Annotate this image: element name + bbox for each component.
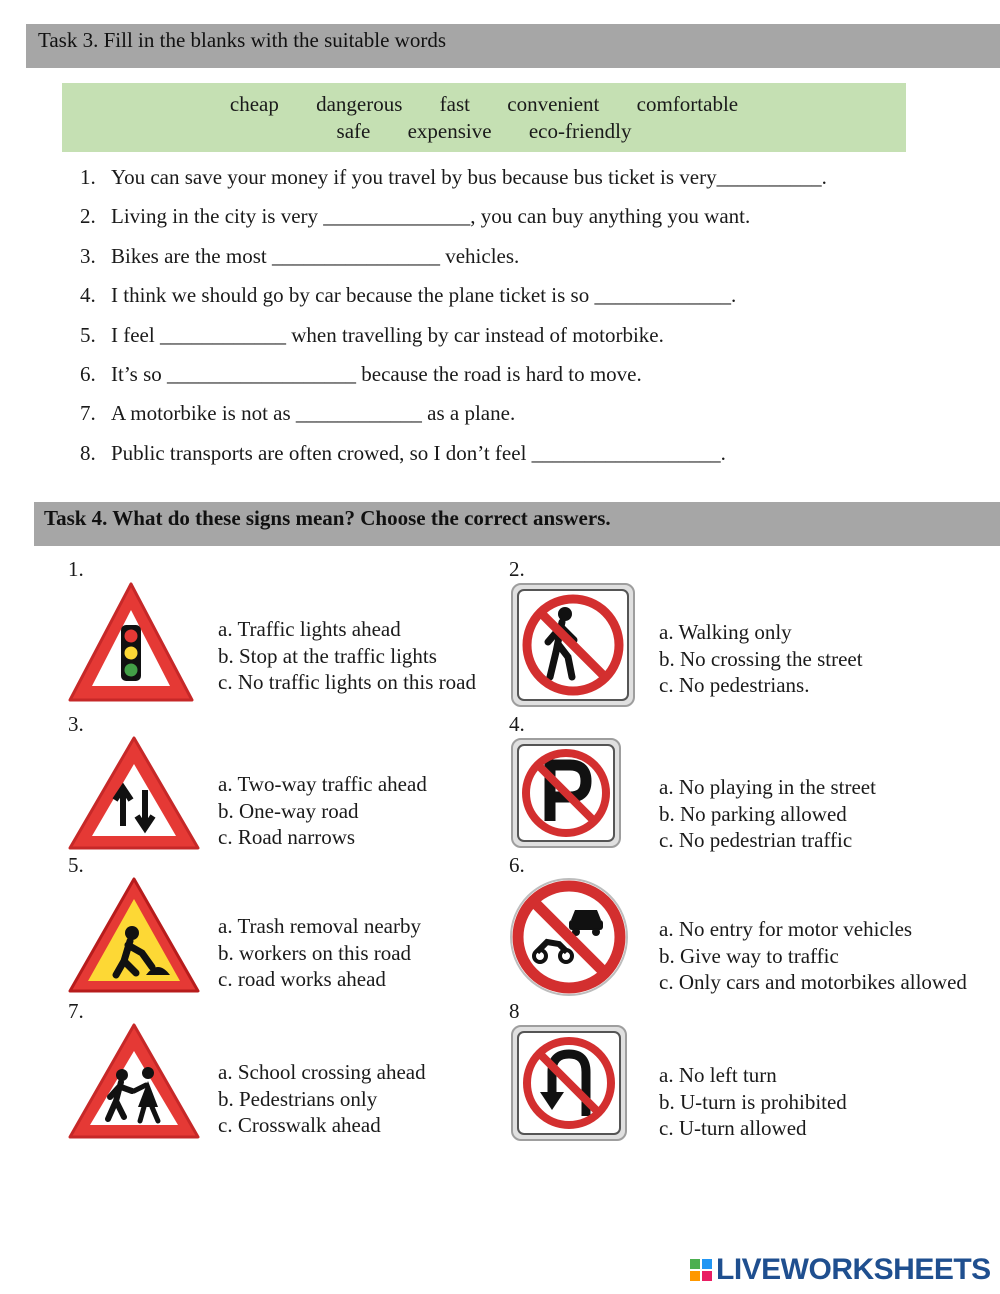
answer-option[interactable]: c. Only cars and motorbikes allowed xyxy=(659,970,967,994)
question-number: 7. xyxy=(80,401,96,426)
sign-number: 5. xyxy=(68,853,84,877)
liveworksheets-logo[interactable] xyxy=(690,1254,991,1286)
answer-option[interactable]: c. Crosswalk ahead xyxy=(218,1113,381,1137)
sign-options xyxy=(218,616,476,696)
answer-option[interactable]: c. No traffic lights on this road xyxy=(218,670,476,694)
answer-option[interactable]: c. U-turn allowed xyxy=(659,1116,807,1140)
question-number: 4. xyxy=(80,283,96,308)
word-bank-item: dangerous xyxy=(316,92,403,116)
no-parking-sign-icon xyxy=(510,737,622,849)
sign-number: 2. xyxy=(509,557,525,581)
answer-option[interactable]: b. Give way to traffic xyxy=(659,943,839,968)
word-bank-row-1 xyxy=(62,91,906,118)
sign-options xyxy=(218,771,427,851)
answer-option[interactable]: a. Walking only xyxy=(659,620,792,644)
question-item xyxy=(80,283,827,322)
sign-options xyxy=(218,913,421,993)
answer-option[interactable]: a. Trash removal nearby xyxy=(218,914,421,938)
question-item xyxy=(80,204,827,243)
question-number: 3. xyxy=(80,243,96,268)
question-item xyxy=(80,165,827,204)
word-bank-item: cheap xyxy=(229,92,279,116)
sign-number: 8 xyxy=(509,999,520,1023)
task3-title: Task 3. Fill in the blanks with the suitable words xyxy=(38,28,446,52)
word-bank-item: eco-friendly xyxy=(528,119,632,143)
answer-option[interactable]: c. road works ahead xyxy=(218,967,386,991)
road-works-sign-icon xyxy=(66,875,202,995)
question-text[interactable]: Public transports are often crowed, so I don’t feel __________________. xyxy=(111,440,726,465)
word-bank-item: comfortable xyxy=(636,92,739,116)
answer-option[interactable]: c. Road narrows xyxy=(218,825,356,849)
question-number: 1. xyxy=(80,165,96,189)
word-bank-item: convenient xyxy=(507,92,600,116)
sign-options xyxy=(218,1059,426,1139)
liveworksheets-mark-icon xyxy=(690,1259,712,1281)
answer-option[interactable]: b. Pedestrians only xyxy=(218,1086,378,1111)
sign-options xyxy=(659,1062,847,1142)
question-text[interactable]: I think we should go by car because the plane ticket is so _____________. xyxy=(111,283,737,308)
answer-option[interactable]: c. No pedestrian traffic xyxy=(659,828,853,852)
sign-options xyxy=(659,774,876,854)
two-way-traffic-sign-icon xyxy=(66,734,202,852)
question-number: 8. xyxy=(80,440,96,465)
sign-number: 7. xyxy=(68,999,84,1023)
question-text[interactable]: Living in the city is very ______________, you can buy anything you want. xyxy=(111,204,751,229)
sign-options xyxy=(659,619,863,699)
sign-options xyxy=(659,916,967,996)
answer-option[interactable]: b. No crossing the street xyxy=(659,646,863,671)
answer-option[interactable]: c. No pedestrians. xyxy=(659,673,810,697)
no-pedestrians-sign-icon xyxy=(510,582,636,708)
word-bank-item: expensive xyxy=(407,119,492,143)
sign-number: 3. xyxy=(68,712,84,736)
question-text[interactable]: You can save your money if you travel by bus because bus ticket is very__________. xyxy=(111,165,827,189)
question-number: 2. xyxy=(80,204,96,229)
school-crossing-sign-icon xyxy=(66,1021,202,1141)
question-item xyxy=(80,244,827,283)
no-motor-vehicles-sign-icon xyxy=(507,876,631,998)
word-bank-item: safe xyxy=(336,119,371,143)
word-bank xyxy=(62,83,906,152)
task4-title: Task 4. What do these signs mean? Choose the correct answers. xyxy=(44,506,611,530)
question-item xyxy=(80,441,827,480)
answer-option[interactable]: b. Stop at the traffic lights xyxy=(218,643,437,668)
question-list xyxy=(80,165,827,480)
answer-option[interactable]: b. workers on this road xyxy=(218,940,412,965)
question-number: 5. xyxy=(80,322,96,347)
answer-option[interactable]: a. Traffic lights ahead xyxy=(218,617,401,641)
answer-option[interactable]: a. School crossing ahead xyxy=(218,1060,426,1084)
traffic-lights-ahead-sign-icon xyxy=(66,580,196,705)
sign-number: 4. xyxy=(509,712,525,736)
answer-option[interactable]: b. U-turn is prohibited xyxy=(659,1089,847,1114)
answer-option[interactable]: b. One-way road xyxy=(218,798,359,823)
no-u-turn-sign-icon xyxy=(510,1024,628,1142)
answer-option[interactable]: b. No parking allowed xyxy=(659,801,847,826)
logo-text: LIVEWORKSHEETS xyxy=(716,1253,991,1286)
answer-option[interactable]: a. No playing in the street xyxy=(659,775,876,799)
word-bank-row-2 xyxy=(62,118,906,145)
answer-option[interactable]: a. No entry for motor vehicles xyxy=(659,917,913,941)
question-item xyxy=(80,401,827,440)
answer-option[interactable]: a. Two-way traffic ahead xyxy=(218,772,427,796)
question-item xyxy=(80,362,827,401)
question-item xyxy=(80,323,827,362)
answer-option[interactable]: a. No left turn xyxy=(659,1063,777,1087)
sign-number: 6. xyxy=(509,853,525,877)
question-text[interactable]: I feel ____________ when travelling by car instead of motorbike. xyxy=(111,322,664,347)
question-text[interactable]: It’s so __________________ because the road is hard to move. xyxy=(111,361,642,386)
question-text[interactable]: A motorbike is not as ____________ as a plane. xyxy=(111,401,516,426)
word-bank-item: fast xyxy=(439,92,470,116)
task3-title-bar xyxy=(26,24,1000,68)
question-text[interactable]: Bikes are the most ________________ vehicles. xyxy=(111,243,520,268)
sign-number: 1. xyxy=(68,557,84,581)
task4-title-bar xyxy=(34,502,1000,546)
question-number: 6. xyxy=(80,361,96,386)
